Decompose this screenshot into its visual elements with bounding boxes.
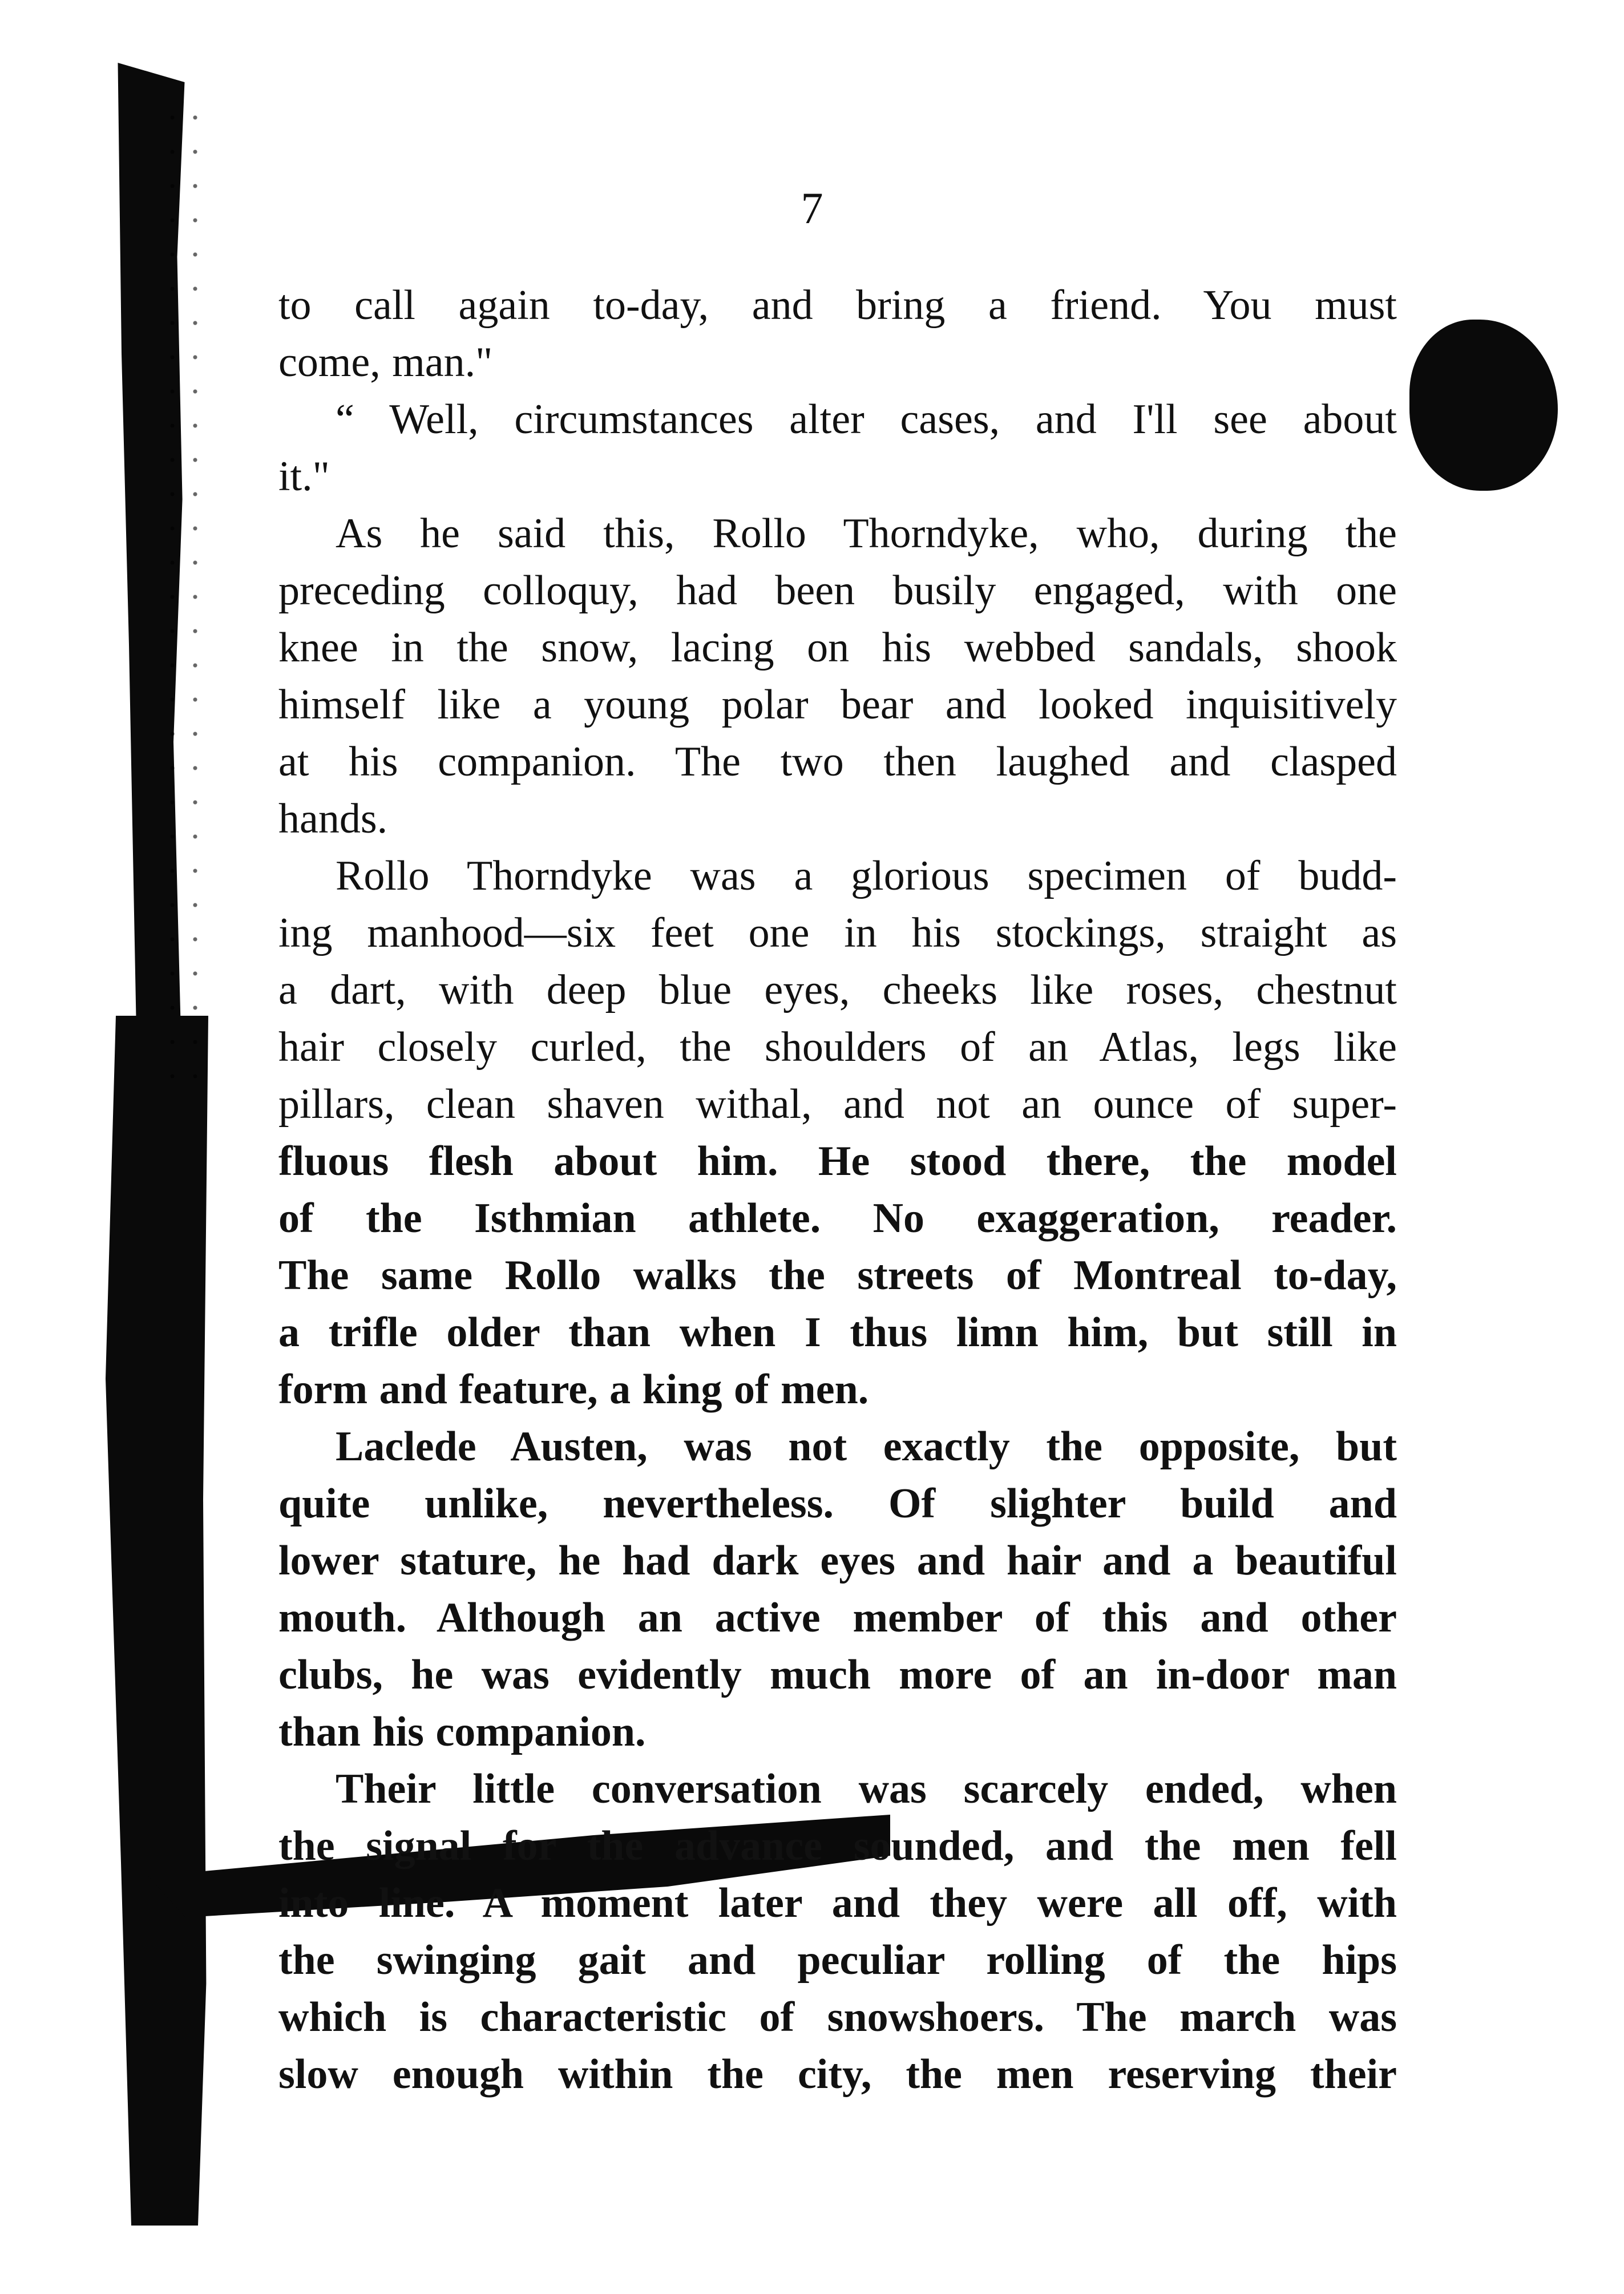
text-line: clubs, he was evidently much more of an in-door man: [278, 1651, 1397, 1698]
ink-speckle-left: [165, 114, 211, 1084]
text-line: to call again to-day, and bring a friend. You must: [278, 282, 1397, 329]
text-line: it.": [278, 453, 330, 500]
text-line: form and feature, a king of men.: [278, 1366, 869, 1413]
text-line: preceding colloquy, had been busily engaged, with one: [278, 567, 1397, 614]
text-line: The same Rollo walks the streets of Montreal to-day,: [278, 1252, 1397, 1299]
ink-blot-right: [1409, 320, 1558, 491]
text-line: the signal for the advance sounded, and the men fell: [278, 1823, 1397, 1869]
text-line: Laclede Austen, was not exactly the opposite, but: [336, 1423, 1397, 1470]
ink-smear-left: [106, 1016, 208, 2226]
text-line: ing manhood—six feet one in his stockings, straight as: [278, 910, 1397, 956]
text-line: into line. A moment later and they were all off, with: [278, 1880, 1397, 1927]
text-line: fluous flesh about him. He stood there, the model: [278, 1138, 1397, 1185]
text-line: himself like a young polar bear and looked inquisitively: [278, 681, 1397, 728]
text-line: come, man.": [278, 339, 493, 386]
text-line: knee in the snow, lacing on his webbed sandals, shook: [278, 624, 1397, 671]
text-line: Rollo Thorndyke was a glorious specimen of budd-: [336, 853, 1397, 899]
text-line: which is characteristic of snowshoers. The march was: [278, 1994, 1397, 2041]
text-line: of the Isthmian athlete. No exaggeration, reader.: [278, 1195, 1397, 1242]
text-line: a dart, with deep blue eyes, cheeks like roses, chestnut: [278, 967, 1397, 1013]
text-line: “ Well, circumstances alter cases, and I'll see about: [336, 396, 1397, 443]
text-line: hair closely curled, the shoulders of an Atlas, legs like: [278, 1024, 1397, 1071]
text-line: at his companion. The two then laughed and clasped: [278, 738, 1397, 785]
text-line: Their little conversation was scarcely ended, when: [336, 1766, 1397, 1812]
text-line: than his companion.: [278, 1709, 646, 1755]
text-line: quite unlike, nevertheless. Of slighter build and: [278, 1480, 1397, 1527]
text-line: pillars, clean shaven withal, and not an ounce of super-: [278, 1081, 1397, 1128]
text-line: lower stature, he had dark eyes and hair and a beautiful: [278, 1537, 1397, 1584]
text-line: hands.: [278, 795, 388, 842]
text-line: mouth. Although an active member of this and other: [278, 1594, 1397, 1641]
page-number: 7: [801, 183, 823, 233]
text-line: a trifle older than when I thus limn him, but still in: [278, 1309, 1397, 1356]
text-line: slow enough within the city, the men reserving their: [278, 2051, 1397, 2098]
body-text: [278, 277, 1397, 2103]
text-line: the swinging gait and peculiar rolling of the hips: [278, 1937, 1397, 1984]
text-line: As he said this, Rollo Thorndyke, who, during the: [336, 510, 1397, 557]
